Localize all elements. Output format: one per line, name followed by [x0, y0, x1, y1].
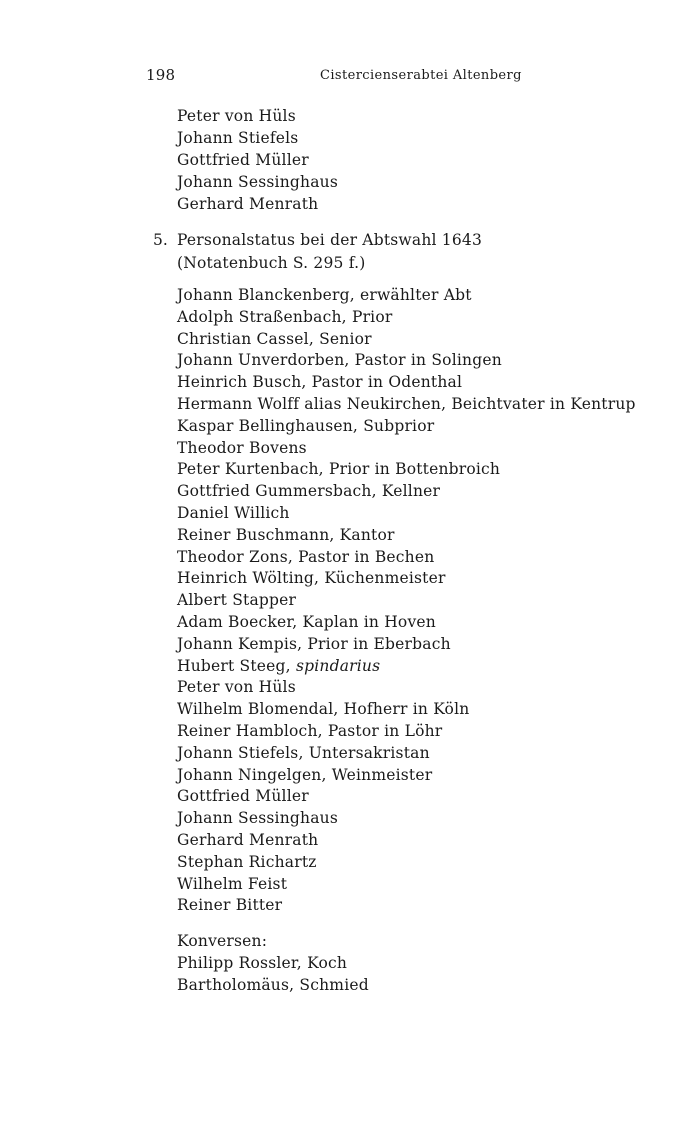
list-item: [177, 438, 307, 458]
person-name: Reiner Bitter: [177, 896, 283, 915]
list-item: [177, 721, 442, 741]
list-item: [177, 765, 432, 785]
person-name: Adolph Straßenbach,: [177, 307, 347, 326]
list-item: [177, 503, 290, 523]
list-item: Gottfried Müller: [177, 151, 309, 169]
person-role: Pastor in Löhr: [327, 722, 443, 740]
list-item: [177, 743, 430, 763]
person-name: Daniel Willich: [177, 504, 290, 522]
person-role: Senior: [319, 329, 372, 348]
person-name: Hubert Steeg,: [177, 656, 291, 675]
person-name: Wilhelm Blomendal,: [177, 700, 339, 719]
list-item: [177, 285, 472, 305]
list-item: [177, 634, 451, 654]
person-role: Weinmeister: [331, 765, 433, 784]
person-name: Gottfried Gummersbach,: [177, 482, 377, 501]
person-role: Küchenmeister: [324, 569, 446, 588]
person-name: Adam Boecker,: [177, 613, 298, 631]
person-name: Johann Unverdorben,: [177, 351, 350, 370]
list-item: [177, 307, 392, 327]
person-name: Johann Stiefels,: [177, 743, 304, 762]
list-item: [177, 416, 434, 436]
person-role: Pastor in Solingen: [354, 351, 502, 370]
list-item: [177, 656, 380, 676]
person-role: Schmied: [299, 976, 369, 994]
list-item: [177, 677, 296, 697]
person-name: Peter von Hüls: [177, 678, 296, 697]
person-role: Prior in Bottenbroich: [328, 460, 501, 479]
person-name: Peter Kurtenbach,: [177, 460, 324, 479]
person-name: Hermann Wolff alias Neukirchen,: [177, 395, 447, 413]
person-name: Johann Blanckenberg,: [177, 286, 355, 304]
person-role: Kantor: [339, 525, 395, 544]
list-item: [177, 874, 287, 894]
person-name: Johann Ningelgen,: [177, 765, 327, 784]
list-item: [177, 699, 469, 719]
person-name: Christian Cassel,: [177, 329, 314, 348]
person-name: Reiner Buschmann,: [177, 525, 335, 544]
list-item: [177, 830, 318, 850]
person-role: Beichtvater in Kentrup: [451, 395, 636, 413]
person-role: Subprior: [363, 416, 435, 435]
section-title: Personalstatus bei der Abtswahl 1643: [177, 231, 483, 249]
conversi-heading: Konversen:: [177, 932, 268, 950]
person-name: Kaspar Bellinghausen,: [177, 416, 359, 435]
person-role: Kellner: [381, 482, 441, 501]
list-item: Johann Sessinghaus: [177, 173, 338, 191]
list-item: [177, 808, 338, 828]
list-item: [177, 459, 500, 479]
list-item: Gerhard Menrath: [177, 195, 319, 213]
person-name: Gottfried Müller: [177, 787, 309, 806]
person-name: Heinrich Wölting,: [177, 569, 320, 588]
list-item: [177, 481, 440, 501]
person-name: Stephan Richartz: [177, 852, 317, 871]
page-number: 198: [146, 66, 176, 84]
list-item: [177, 786, 309, 806]
list-item: Peter von Hüls: [177, 107, 296, 125]
person-role: erwählter Abt: [359, 286, 472, 304]
list-item: [177, 329, 372, 349]
list-item: [177, 590, 296, 610]
person-name: Heinrich Busch,: [177, 373, 307, 392]
person-role: Koch: [307, 954, 348, 972]
person-name: Albert Stapper: [177, 591, 297, 610]
list-item: [177, 568, 446, 588]
list-item: [177, 975, 369, 995]
person-role: Pastor in Bechen: [298, 547, 435, 566]
person-role: Untersakristan: [308, 743, 430, 762]
person-name: Wilhelm Feist: [177, 874, 288, 893]
person-role: Prior in Eberbach: [307, 634, 451, 653]
person-role: Pastor in Odenthal: [311, 373, 463, 392]
person-name: Johann Sessinghaus: [177, 809, 338, 828]
person-role: Prior: [351, 307, 393, 326]
list-item: [177, 394, 636, 414]
list-item: Johann Stiefels: [177, 129, 299, 147]
person-role: Kaplan in Hoven: [302, 613, 436, 631]
person-name: Theodor Zons,: [177, 547, 293, 566]
person-role: spindarius: [295, 656, 381, 675]
person-name: Philipp Rossler,: [177, 954, 302, 972]
person-name: Reiner Hambloch,: [177, 722, 323, 740]
person-name: Johann Kempis,: [177, 634, 303, 653]
list-item: [177, 612, 436, 632]
person-role: Hofherr in Köln: [343, 700, 470, 719]
list-item: [177, 350, 502, 370]
list-item: [177, 547, 434, 567]
list-item: [177, 372, 462, 392]
section-number: 5.: [153, 231, 168, 249]
list-item: [177, 852, 317, 872]
running-title: Cistercienserabtei Altenberg: [320, 68, 522, 83]
person-name: Gerhard Menrath: [177, 831, 319, 849]
person-name: Theodor Bovens: [177, 438, 307, 457]
list-item: [177, 895, 282, 915]
list-item: [177, 953, 347, 973]
list-item: [177, 525, 395, 545]
person-name: Bartholomäus,: [177, 976, 295, 994]
section-source: (Notatenbuch S. 295 f.): [177, 254, 366, 272]
